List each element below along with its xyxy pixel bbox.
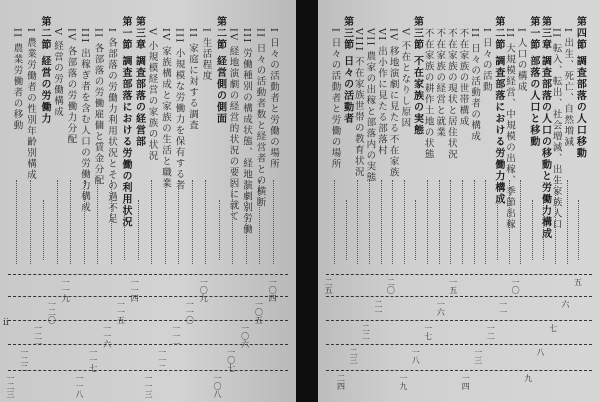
- page-number: 二一: [373, 300, 383, 316]
- page-number: 一〇九: [199, 278, 209, 302]
- dot-leader: [567, 180, 569, 264]
- page-number-rule: [326, 344, 592, 345]
- toc-entry: II 大規模経営、中規模の出稼、季節出稼: [504, 28, 516, 231]
- page-number: 一一一: [171, 324, 181, 348]
- toc-entry: III 出稼ぎ者を含む人口の労働力構成: [79, 28, 90, 214]
- toc-section-heading: 第一節 部落の人口と移動: [527, 16, 539, 148]
- dot-leader: [427, 180, 429, 264]
- page-number: 七: [548, 324, 558, 332]
- dot-leader: [111, 180, 113, 264]
- toc-entry: VI 出小作に見たる部落村: [376, 28, 388, 157]
- page-number: 五: [573, 278, 583, 286]
- dot-leader: [192, 180, 194, 264]
- toc-entry: I 日々の活動: [480, 28, 492, 93]
- page-number: 一三: [473, 348, 483, 364]
- toc-section-heading: 第二節 経営側の側面: [214, 16, 226, 125]
- page-number: 一二二: [19, 348, 29, 372]
- toc-entry: III 労働種別の構成状態、経地演劇別労働: [241, 28, 252, 236]
- page-number: 二五: [324, 278, 333, 294]
- right-page-numbers: [318, 268, 600, 398]
- toc-entry: 不在家族の現状と居住状況: [445, 28, 457, 160]
- dot-leader: [497, 200, 499, 260]
- toc-section-heading: 第三章 調査部落の経営部: [133, 16, 145, 148]
- page-number: 一一五: [116, 300, 126, 324]
- dot-leader: [543, 200, 545, 260]
- toc-entry: II 日々の活動者の構成: [469, 28, 481, 143]
- toc-entry: I 農業労働者の性別年齢別構成: [25, 28, 36, 181]
- dot-leader: [205, 180, 207, 264]
- dot-leader: [450, 180, 452, 264]
- page-number: 一二一: [33, 324, 43, 348]
- toc-entry: 不在家族の耕作土地の状態: [422, 28, 434, 160]
- dot-leader: [57, 180, 59, 264]
- toc-entry: II 日々の活動者数と経営者との横断: [254, 28, 266, 209]
- dot-leader: [439, 180, 441, 264]
- dot-leader: [404, 180, 406, 264]
- toc-entry: 不在家族の経営と就業: [434, 28, 446, 138]
- toc-section-heading: 第三節 不在家族の実態: [411, 16, 423, 136]
- dot-leader: [70, 180, 72, 264]
- toc-entry: I 日々の活動者と労働の場所: [268, 28, 279, 170]
- dot-leader: [578, 200, 580, 260]
- toc-entry: VII 農家の出稼と部落内の実態: [364, 28, 376, 184]
- page-number: 一二三: [6, 374, 15, 398]
- dot-leader: [138, 200, 140, 260]
- page-number: 一一三: [144, 374, 153, 398]
- page-number: 一一六: [102, 324, 112, 348]
- toc-section-heading: 第三節 日々の活動者: [341, 16, 353, 125]
- dot-leader: [273, 180, 275, 264]
- dot-leader: [97, 180, 99, 264]
- page-number: 一五: [448, 278, 458, 294]
- page-number: 一一八: [75, 374, 84, 398]
- dot-leader: [232, 180, 234, 264]
- page-number: 一一二: [157, 348, 167, 372]
- page-number: 九: [523, 374, 533, 382]
- dot-leader: [43, 200, 45, 260]
- toc-entry: III 小規模な労働力を保有する者: [173, 28, 185, 192]
- toc-entry: I 出生、死亡、自然増減: [562, 28, 574, 148]
- page-number: 二三: [348, 348, 358, 364]
- dot-leader: [381, 180, 383, 264]
- toc-entry: VIII 不在家族世帯の教育状況: [352, 28, 364, 178]
- toc-entry: I 日々の活動者と労働の場所: [329, 28, 341, 170]
- page-number: 一〇八: [213, 374, 222, 398]
- toc-section-heading: 第二節 経営の労働力: [39, 16, 50, 125]
- toc-entry: V 経営の労働構成: [52, 28, 63, 118]
- dot-leader: [369, 180, 371, 264]
- page-number-rule: [8, 274, 288, 275]
- dot-leader: [485, 180, 487, 264]
- page-number: 一一四: [130, 278, 140, 302]
- page-number: 一〇六: [240, 324, 250, 348]
- page-number: 一八: [411, 348, 421, 364]
- page-number-rule: [326, 370, 592, 371]
- dot-leader: [259, 180, 261, 264]
- dot-leader: [415, 200, 417, 260]
- right-page: [318, 0, 600, 402]
- dot-leader: [462, 180, 464, 264]
- dot-leader: [30, 180, 32, 264]
- toc-entry: II 家庭に対する調査: [187, 28, 198, 132]
- page-number: 一七: [423, 324, 433, 340]
- left-page-numbers: [0, 268, 296, 398]
- toc-section-heading: 第三章 調査部落の人口の移動と労働力構成: [539, 16, 551, 240]
- toc-entry: II 農業労働者の移動: [11, 28, 23, 132]
- toc-entry: V 不在となりし原因: [399, 28, 411, 129]
- toc-entry: IV 各部落の労働力分配: [65, 28, 77, 146]
- page-number: 二〇: [386, 278, 396, 294]
- dot-leader: [219, 200, 221, 260]
- page-number: 一一七: [88, 348, 98, 372]
- page-number-rule: [326, 274, 592, 275]
- page-number: 一九: [398, 374, 408, 390]
- dot-leader: [151, 180, 153, 264]
- dot-leader: [555, 180, 557, 264]
- page-number-rule: [8, 296, 288, 297]
- toc-entry: I 生活程度: [200, 28, 212, 82]
- left-page: [0, 0, 296, 402]
- dot-leader: [178, 180, 180, 264]
- page-number: 一〇七: [226, 348, 236, 372]
- toc-entry: IV 移地演劇に見たる不在家族: [387, 28, 399, 179]
- dot-leader: [520, 180, 522, 264]
- dot-leader: [246, 180, 248, 264]
- page-number: 二二: [361, 324, 371, 340]
- toc-section-heading: 第二節 調査部落における労働力構成: [492, 16, 504, 205]
- page-number: 一六: [436, 300, 446, 316]
- page-number: 八: [536, 348, 546, 356]
- dot-leader: [84, 180, 86, 264]
- page-number: 一二〇: [47, 300, 57, 324]
- dot-leader: [16, 180, 18, 264]
- toc-section-heading: 第四節 調査部落の人口移動: [574, 16, 586, 159]
- page-number: 一一: [498, 300, 508, 316]
- toc-entry: IV 経地演劇の経営的状況の要因に就て: [227, 28, 239, 223]
- dot-leader: [532, 200, 534, 260]
- page-number: 一一〇: [185, 300, 195, 324]
- dot-leader: [165, 180, 167, 264]
- page-number: 一〇四: [268, 278, 278, 302]
- dot-leader: [392, 180, 394, 264]
- toc-entry: II 各部落の労働雇傭と賃金分配: [92, 28, 104, 187]
- toc-entry: I 各部落の労働力利用状況とその過不足: [106, 28, 117, 225]
- page-number-rule: [326, 320, 592, 321]
- margin-mark: ii: [3, 318, 9, 328]
- dot-leader: [474, 180, 476, 264]
- page-number: 一四: [461, 374, 471, 390]
- toc-entry: II 転入、転出、社会増減、出生家族人口: [550, 28, 562, 231]
- toc-section-heading: 第一節 調査部落における労働の利用状況: [120, 16, 131, 228]
- page-number: 一〇: [511, 278, 521, 294]
- page-number: 一二: [486, 324, 496, 340]
- toc-entry: V 小規模経営の家族の状況: [146, 28, 158, 162]
- page-number: 二四: [336, 374, 346, 390]
- page-number: 六: [561, 300, 571, 308]
- page-number: 一一九: [61, 278, 71, 302]
- toc-entry: I 人口の構成: [515, 28, 527, 93]
- dot-leader: [357, 180, 359, 264]
- dot-leader: [346, 200, 348, 260]
- dot-leader: [124, 200, 126, 260]
- dot-leader: [334, 180, 336, 264]
- book-gutter: [296, 0, 318, 402]
- page-number: 一〇五: [254, 300, 264, 324]
- toc-entry: IV 家族構成と家族の生活と職業: [160, 28, 171, 190]
- page-number-rule: [326, 296, 592, 297]
- page-number-rule: [8, 370, 288, 371]
- dot-leader: [509, 180, 511, 264]
- toc-entry: 不在家族の世帯構成: [457, 28, 469, 127]
